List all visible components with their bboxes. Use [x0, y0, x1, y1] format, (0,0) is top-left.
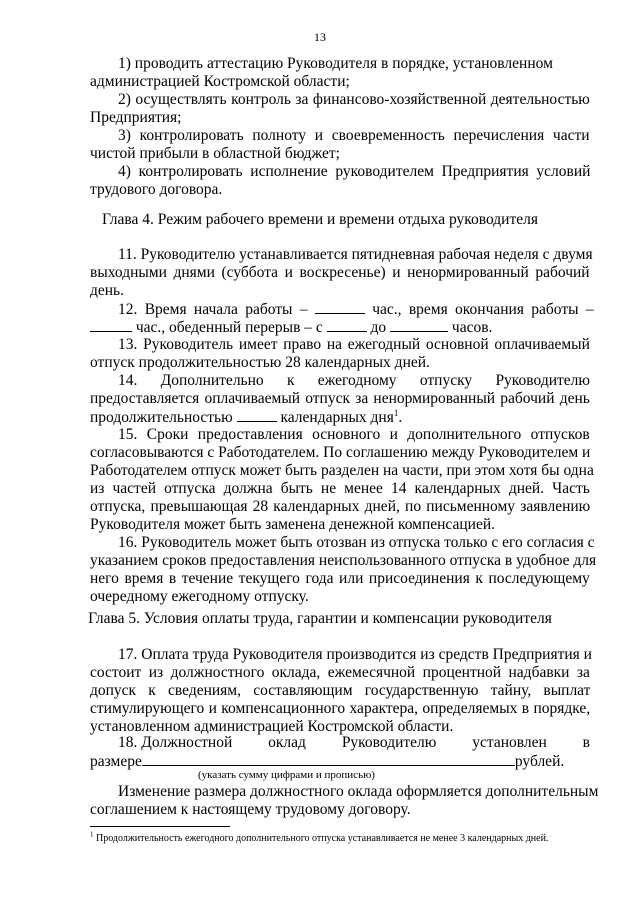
para-17-line-5: установленном администрацией Костромской области.: [90, 718, 454, 735]
start-time-blank: [315, 300, 365, 314]
item-2-line-1: 2) осуществлять контроль за финансово-хозяйственной деятельностью: [118, 91, 590, 108]
para-17-line-1: 17. Оплата труда Руководителя производится из средств Предприятия и: [118, 646, 592, 663]
para-14-line-2: предоставляется оплачиваемый отпуск за ненормированный рабочий день: [90, 390, 590, 407]
footnote-separator: [90, 826, 230, 827]
para-18-line-3: Изменение размера должностного оклада оформляется дополнительным: [118, 783, 599, 800]
para-17-line-2: состоит из должностного оклада, ежемесячной процентной надбавки за: [90, 664, 590, 681]
item-3-line-1: 3) контролировать полноту и своевременность перечисления части: [118, 127, 590, 144]
para-14-line-1: 14. Дополнительно к ежегодному отпуску Руководителю: [118, 372, 590, 389]
para-12-line-1: 12. Время начала работы – час., время окончания работы –: [118, 301, 594, 318]
para-14-line-3: продолжительностью календарных дня$^1$.: [90, 407, 403, 426]
para-13-line-1: 13. Руководитель имеет право на ежегодный основной оплачиваемый: [118, 336, 590, 353]
para-16-line-4: очередному ежегодному отпуску.: [90, 588, 309, 605]
para-16-line-3: него время в течение текущего года или присоединения к последующему: [90, 570, 590, 587]
para-15-line-3: Работодателем отпуск может быть разделен на части, при этом хотя бы одна: [90, 462, 594, 479]
end-time-blank: [90, 318, 132, 332]
para-13-line-2: отпуск продолжительностью 28 календарных дней.: [90, 354, 430, 371]
lunch-end-blank: [390, 318, 448, 332]
item-1-line-2: администрацией Костромской области;: [90, 73, 350, 90]
footnote-mark: 1: [90, 830, 94, 839]
para-16-line-2: указанием сроков предоставления неиспользованного отпуска в удобное для: [90, 552, 597, 569]
para-11-line-2: выходными днями (суббота и воскресенье) и ненормированный рабочий: [90, 264, 590, 281]
para-11-line-3: день.: [90, 282, 125, 299]
para-18-line-2: размере рублей.: [90, 753, 565, 770]
footnote-text: Продолжительность ежегодного дополнительного отпуска устанавливается не менее 3 календарных дней.: [96, 833, 549, 844]
para-15-line-2: согласовываются с Работодателем. По соглашению между Руководителем и: [90, 444, 591, 461]
page-number: 13: [314, 30, 326, 44]
para-18-line-1: 18. Должностной оклад Руководителю установлен в: [118, 734, 590, 751]
chapter-4-heading: Глава 4. Режим рабочего времени и времени отдыха руководителя: [102, 211, 538, 228]
para-15-line-6: Руководителя может быть заменена денежной компенсацией.: [90, 516, 496, 533]
lunch-start-blank: [327, 318, 367, 332]
para-15-line-4: из частей отпуска должна быть не менее 14 календарных дней. Часть: [90, 480, 590, 497]
extra-leave-days-blank: [237, 408, 277, 422]
salary-amount-hint: (указать сумму цифрами и прописью): [198, 769, 375, 781]
item-2-line-2: Предприятия;: [90, 109, 182, 126]
item-1-line-1: 1) проводить аттестацию Руководителя в порядке, установленном: [118, 55, 553, 72]
item-4-line-2: трудового договора.: [90, 181, 223, 198]
para-17-line-3: допуск к сведениям, составляющим государственную тайну, выплат: [90, 682, 591, 699]
chapter-5-heading: Глава 5. Условия оплаты труда, гарантии и компенсации руководителя: [88, 610, 552, 627]
para-15-line-1: 15. Сроки предоставления основного и дополнительного отпусков: [118, 426, 590, 443]
para-11-line-1: 11. Руководителю устанавливается пятидневная рабочая неделя с двумя: [118, 246, 593, 263]
salary-amount-blank: [142, 752, 515, 766]
footnote: [90, 830, 549, 844]
item-4-line-1: 4) контролировать исполнение руководителем Предприятия условий: [118, 163, 591, 180]
para-18-line-4: соглашением к настоящему трудовому договору.: [90, 801, 411, 818]
para-15-line-5: отпуска, превышающая 28 календарных дней, по письменному заявлению: [90, 498, 591, 515]
para-16-line-1: 16. Руководитель может быть отозван из отпуска только с его согласия с: [118, 534, 595, 551]
item-3-line-2: чистой прибыли в областной бюджет;: [90, 145, 340, 162]
footnote-ref: 1: [393, 407, 399, 418]
para-12-line-2: час., обеденный перерыв – с до часов.: [90, 318, 492, 337]
para-17-line-4: стимулирующего и компенсационного характера, определяемых в порядке,: [90, 700, 591, 717]
